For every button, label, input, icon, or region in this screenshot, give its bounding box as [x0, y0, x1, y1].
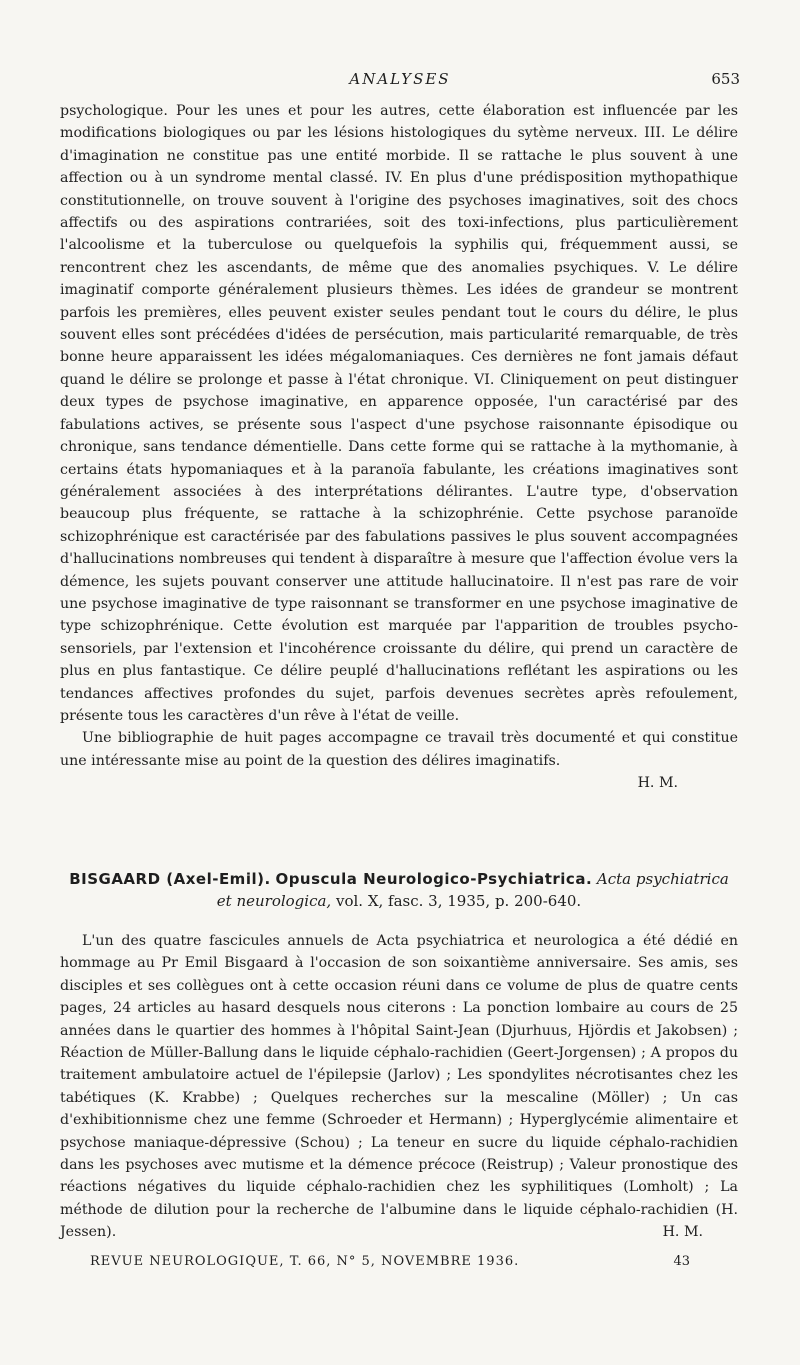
- running-head: [60, 70, 740, 94]
- review-2-heading: [60, 868, 738, 912]
- review-1-bibliography: Une bibliographie de huit pages accompagne ce travail très documenté et qui constitue une intéressante mise au point de la question des délires imaginatifs.: [60, 730, 738, 769]
- review-2-body: [60, 930, 738, 1244]
- review-2-author: BISGAARD (Axel-Emil).: [69, 870, 271, 888]
- footer-signature-number: 43: [673, 1254, 690, 1269]
- page-number: 653: [711, 70, 740, 88]
- running-title: ANALYSES: [349, 70, 451, 88]
- review-2-citation: vol. X, fasc. 3, 1935, p. 200-640.: [335, 892, 582, 910]
- review-2-journal: Acta psychiatrica et neurologica,: [216, 870, 729, 910]
- review-1-signature: H. M.: [637, 775, 678, 792]
- review-1-text: psychologique. Pour les unes et pour les autres, cette élaboration est influencée par les modifications biologiques ou par les lésions histologiques du sytème nerveux. III. Le délire d'imagination ne constitue pas une entité morbide. Il se rattache le plus souvent à une affection ou à un syndrome mental classé. IV. En plus d'une prédisposition mythopathique constitutionnelle, on trouve souvent à l'origine des psychoses imaginatives, soit des chocs affectifs ou des aspirations contrariées, soit des toxi-infections, plus particulièrement l'alcoolisme et la tuberculose ou quelquefois la syphilis qui, fréquemment aussi, se rencontrent chez les ascendants, de même que des anomalies psychiques. V. Le délire imaginatif comporte généralement plusieurs thèmes. Les idées de grandeur se montrent parfois les premières, elles peuvent exister seules pendant tout le cours du délire, le plus souvent elles sont précédées d'idées de persécution, mais particularité remarquable, de très bonne heure apparaissent les idées mégalomaniaques. Ces dernières ne font jamais défaut quand le délire se prolonge et passe à l'état chronique. VI. Cliniquement on peut distinguer deux types de psychose imaginative, en apparence opposée, l'un caractérisé par des fabulations actives, se présente sous l'aspect d'une psychose raisonnante épisodique ou chronique, sans tendance démentielle. Dans cette forme qui se rattache à la mythomanie, à certains états hypomaniaques et à la paranoïa fabulante, les créations imaginatives sont généralement associées à des interprétations délirantes. L'autre type, d'observation beaucoup plus fréquente, se rattache à la schizophrénie. Cette psychose paranoïde schizophrénique est caractérisée par des fabulations passives le plus souvent accompagnées d'hallucinations nombreuses qui tendent à disparaître à mesure que l'affection évolue vers la démence, les sujets pouvant conserver une attitude hallucinatoire. Il n'est pas rare de voir une psychose imaginative de type raisonnant se transformer en une psychose imaginative de type schizophrénique. Cette évolution est marquée par l'apparition de troubles psycho-sensoriels, par l'extension et l'incohérence croissante du délire, qui prend un caractère de plus en plus fantastique. Ce délire peuplé d'hallucinations reflétant les aspirations ou les tendances affectives profondes du sujet, parfois devenues secrètes après refoulement, présente tous les caractères d'un rêve à l'état de veille.: [60, 103, 738, 724]
- page-footer: [90, 1254, 690, 1274]
- review-2-signature: H. M.: [662, 1224, 703, 1241]
- footer-journal: REVUE NEUROLOGIQUE, T. 66, N° 5, NOVEMBRE 1936.: [90, 1254, 520, 1269]
- review-1-body: [60, 100, 738, 795]
- review-2-text: L'un des quatre fascicules annuels de Acta psychiatrica et neurologica a été dédié en hommage au Pr Emil Bisgaard à l'occasion de son soixantième anniversaire. Ses amis, ses disciples et ses collègues ont à cette occasion réuni dans ce volume de plus de quatre cents pages, 24 articles au hasard desquels nous citerons : La ponction lombaire au cours de 25 années dans le quartier des hommes à l'hôpital Saint-Jean (Djurhuus, Hjördis et Jakobsen) ; Réaction de Müller-Ballung dans le liquide céphalo-rachidien (Geert-Jorgensen) ; A propos du traitement ambulatoire actuel de l'épilepsie (Jarlov) ; Les spondylites nécrotisantes chez les tabétiques (K. Krabbe) ; Quelques recherches sur la mescaline (Möller) ; Un cas d'exhibitionnisme chez une femme (Schroeder et Hermann) ; Hyperglycémie alimentaire et psychose maniaque-dépressive (Schou) ; La teneur en sucre du liquide céphalo-rachidien dans les psychoses avec mutisme et la démence précoce (Reistrup) ; Valeur pronostique des réactions négatives du liquide céphalo-rachidien chez les syphilitiques (Lomholt) ; La méthode de dilution pour la recherche de l'albumine dans le liquide céphalo-rachidien (H. Jessen).: [60, 933, 738, 1241]
- review-2-work-title: Opuscula Neurologico-Psychiatrica.: [275, 870, 593, 888]
- review-2-text-block: [60, 930, 738, 1244]
